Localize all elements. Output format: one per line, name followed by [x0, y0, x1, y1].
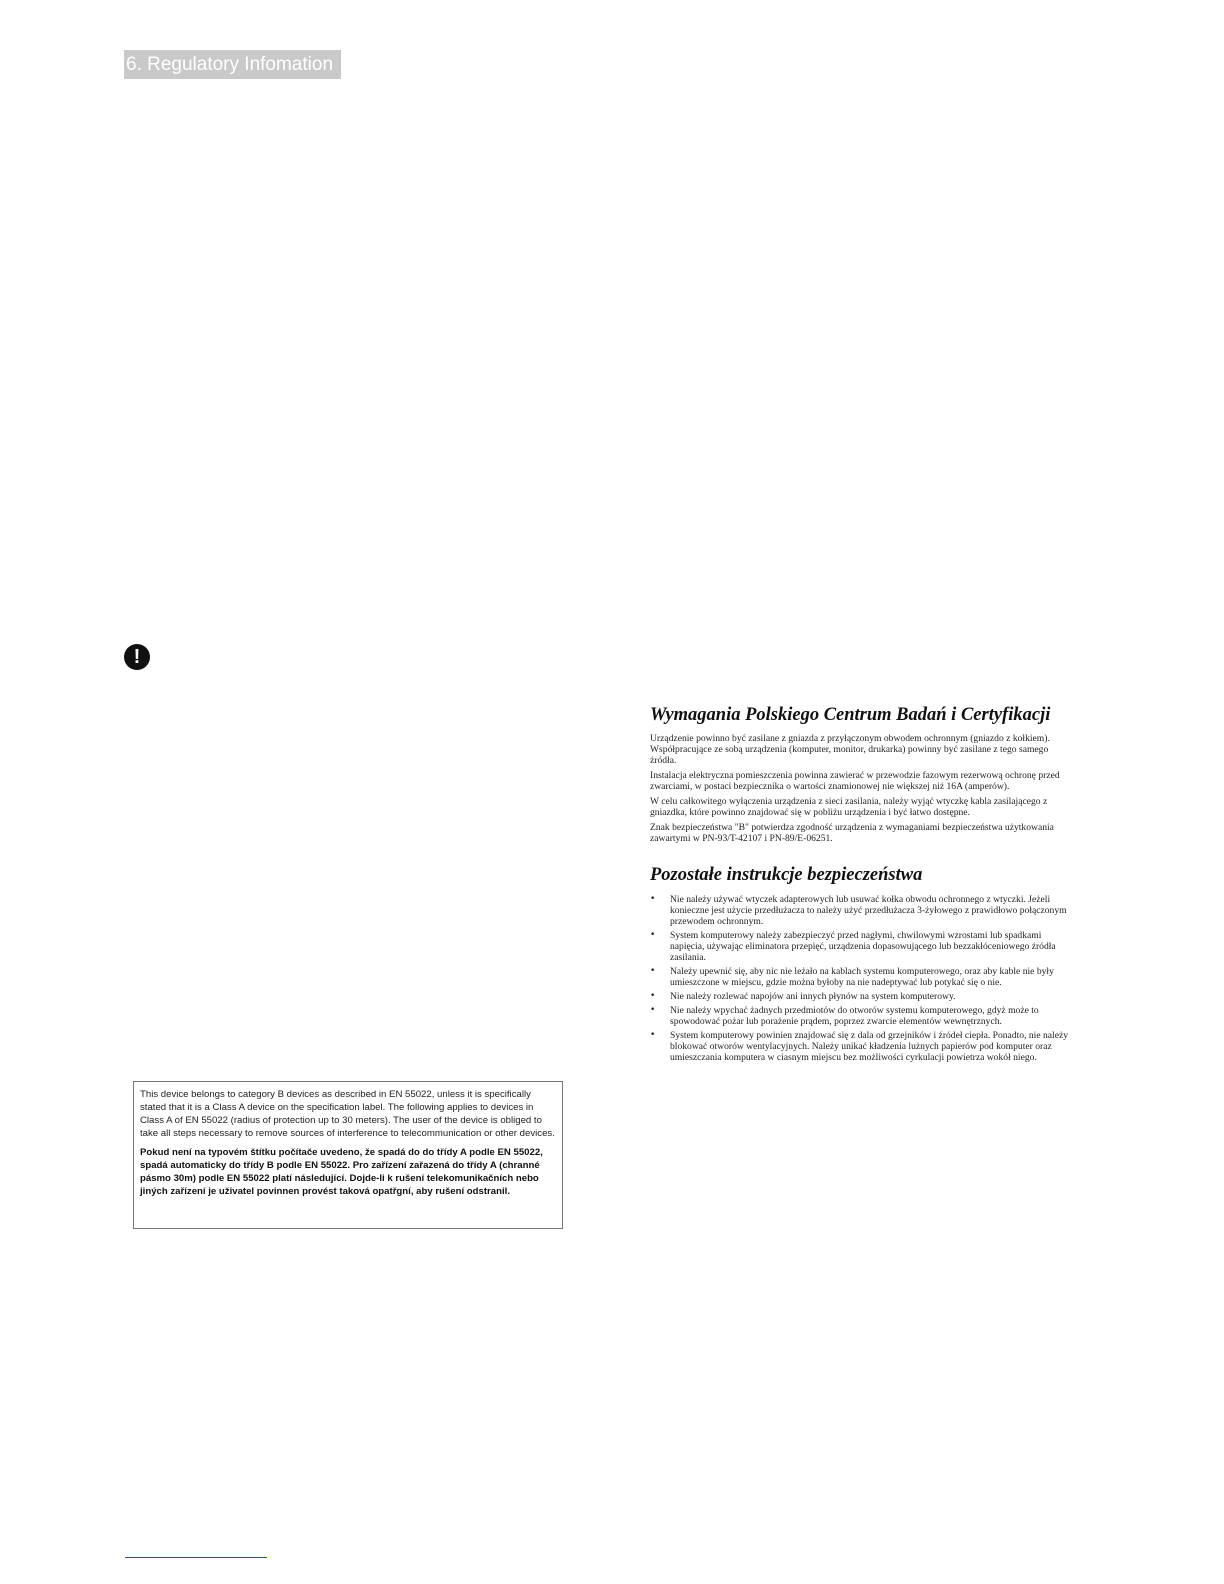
bullet-icon: •: [650, 894, 656, 904]
emc-notice-czech: Pokud není na typovém štítku počítače uvedeno, že spadá do do třídy A podle EN 55022, spadá automaticky do třídy B podle EN 55022. Pro zařízení zařazená do třídy A (chranné pásmo 30m) podle EN 55022 platí následující. Dojde-li k rušení telekomunikačních nebo jiných zařízení je uživatel povinnen provést taková opatřgní, aby rušení odstranil.: [140, 1147, 543, 1197]
list-item: [650, 1030, 1070, 1063]
list-item-text: Należy upewnić się, aby nic nie leżało na kablach systemu komputerowego, oraz aby kable nie były umieszczone w miejscu, gdzie można byłoby na nie nadeptywać lub potykać się o nie.: [670, 966, 1054, 988]
polish-paragraph: Instalacja elektryczna pomieszczenia powinna zawierać w przewodzie fazowym rezerwową ochronę przed zwarciami, w postaci bezpiecznika o wartości znamionowej nie większej niż 16A (amperów).: [650, 770, 1060, 792]
bullet-icon: •: [650, 1005, 656, 1015]
list-item: [650, 930, 1070, 963]
list-item: [650, 894, 1070, 927]
footer-divider: [125, 1557, 267, 1558]
emc-notice-english: This device belongs to category B devices as described in EN 55022, unless it is specifically stated that it is a Class A device on the specification label. The following applies to devices in Class A of EN 55022 (radius of protection up to 30 meters). The user of the device is obliged to take all steps necessary to remove sources of interference to telecommunication or other devices.: [140, 1089, 555, 1139]
polish-heading-requirements: Wymagania Polskiego Centrum Badań i Certyfikacji: [650, 705, 1051, 725]
list-item: [650, 966, 1070, 988]
polish-paragraph: Znak bezpieczeństwa "B" potwierdza zgodność urządzenia z wymaganiami bezpieczeństwa użytkowania zawartymi w PN-93/T-42107 i PN-89/E-06251.: [650, 822, 1054, 844]
list-item: [650, 991, 1070, 1002]
exclamation-icon: !: [124, 644, 150, 670]
polish-heading-safety: Pozostałe instrukcje bezpieczeństwa: [650, 865, 923, 885]
emc-notice-box: [133, 1081, 563, 1229]
list-item-text: System komputerowy powinien znajdować się z dala od grzejników i źródeł ciepła. Ponadto, nie należy blokować otworów wentylacyjnych. Należy unikać kładzenia lużnych papierów pod komputer oraz umieszczania komputera w ciasnym miejscu bez możliwości cyrkulacji powietrza wokół niego.: [670, 1030, 1069, 1063]
polish-safety-section: [650, 864, 1070, 1066]
list-item: [650, 1005, 1070, 1027]
list-item-text: Nie należy używać wtyczek adapterowych lub usuwać kołka obwodu ochronnego z wtyczki. Jeżeli konieczne jest użycie przedłużacza to należy użyć przedłużacza 3-żyłowego z prawidłowo połączonym przewodem ochronnym.: [670, 894, 1067, 927]
polish-requirements-section: [650, 704, 1070, 848]
list-item-text: System komputerowy należy zabezpieczyć przed nagłymi, chwilowymi wzrostami lub spadkami napięcia, używając eliminatora przepięć, urządzenia dopasowującego lub bezzakłóceniowego źródła zasilania.: [670, 930, 1056, 963]
polish-safety-list: [650, 894, 1070, 1063]
bullet-icon: •: [650, 966, 656, 976]
polish-paragraph: W celu całkowitego wyłączenia urządzenia z sieci zasilania, należy wyjąć wtyczkę kabla zasilającego z gniazdka, które powinno znajdować się w pobliżu urządzenia i być łatwo dostępne.: [650, 796, 1048, 818]
polish-paragraph: Urządzenie powinno być zasilane z gniazda z przyłączonym obwodem ochronnym (gniazdo z kołkiem). Współpracujące ze sobą urządzenia (komputer, monitor, drukarka) powinny być zasilane z tego samego źródła.: [650, 733, 1050, 766]
section-title-tab: 6. Regulatory Infomation: [124, 50, 341, 79]
bullet-icon: •: [650, 991, 656, 1001]
list-item-text: Nie należy rozlewać napojów ani innych płynów na system komputerowy.: [670, 991, 956, 1002]
bullet-icon: •: [650, 1030, 656, 1040]
list-item-text: Nie należy wpychać żadnych przedmiotów do otworów systemu komputerowego, gdyż może to spowodować pożar lub porażenie prądem, poprzez zwarcie elementów wewnętrznych.: [670, 1005, 1039, 1027]
bullet-icon: •: [650, 930, 656, 940]
